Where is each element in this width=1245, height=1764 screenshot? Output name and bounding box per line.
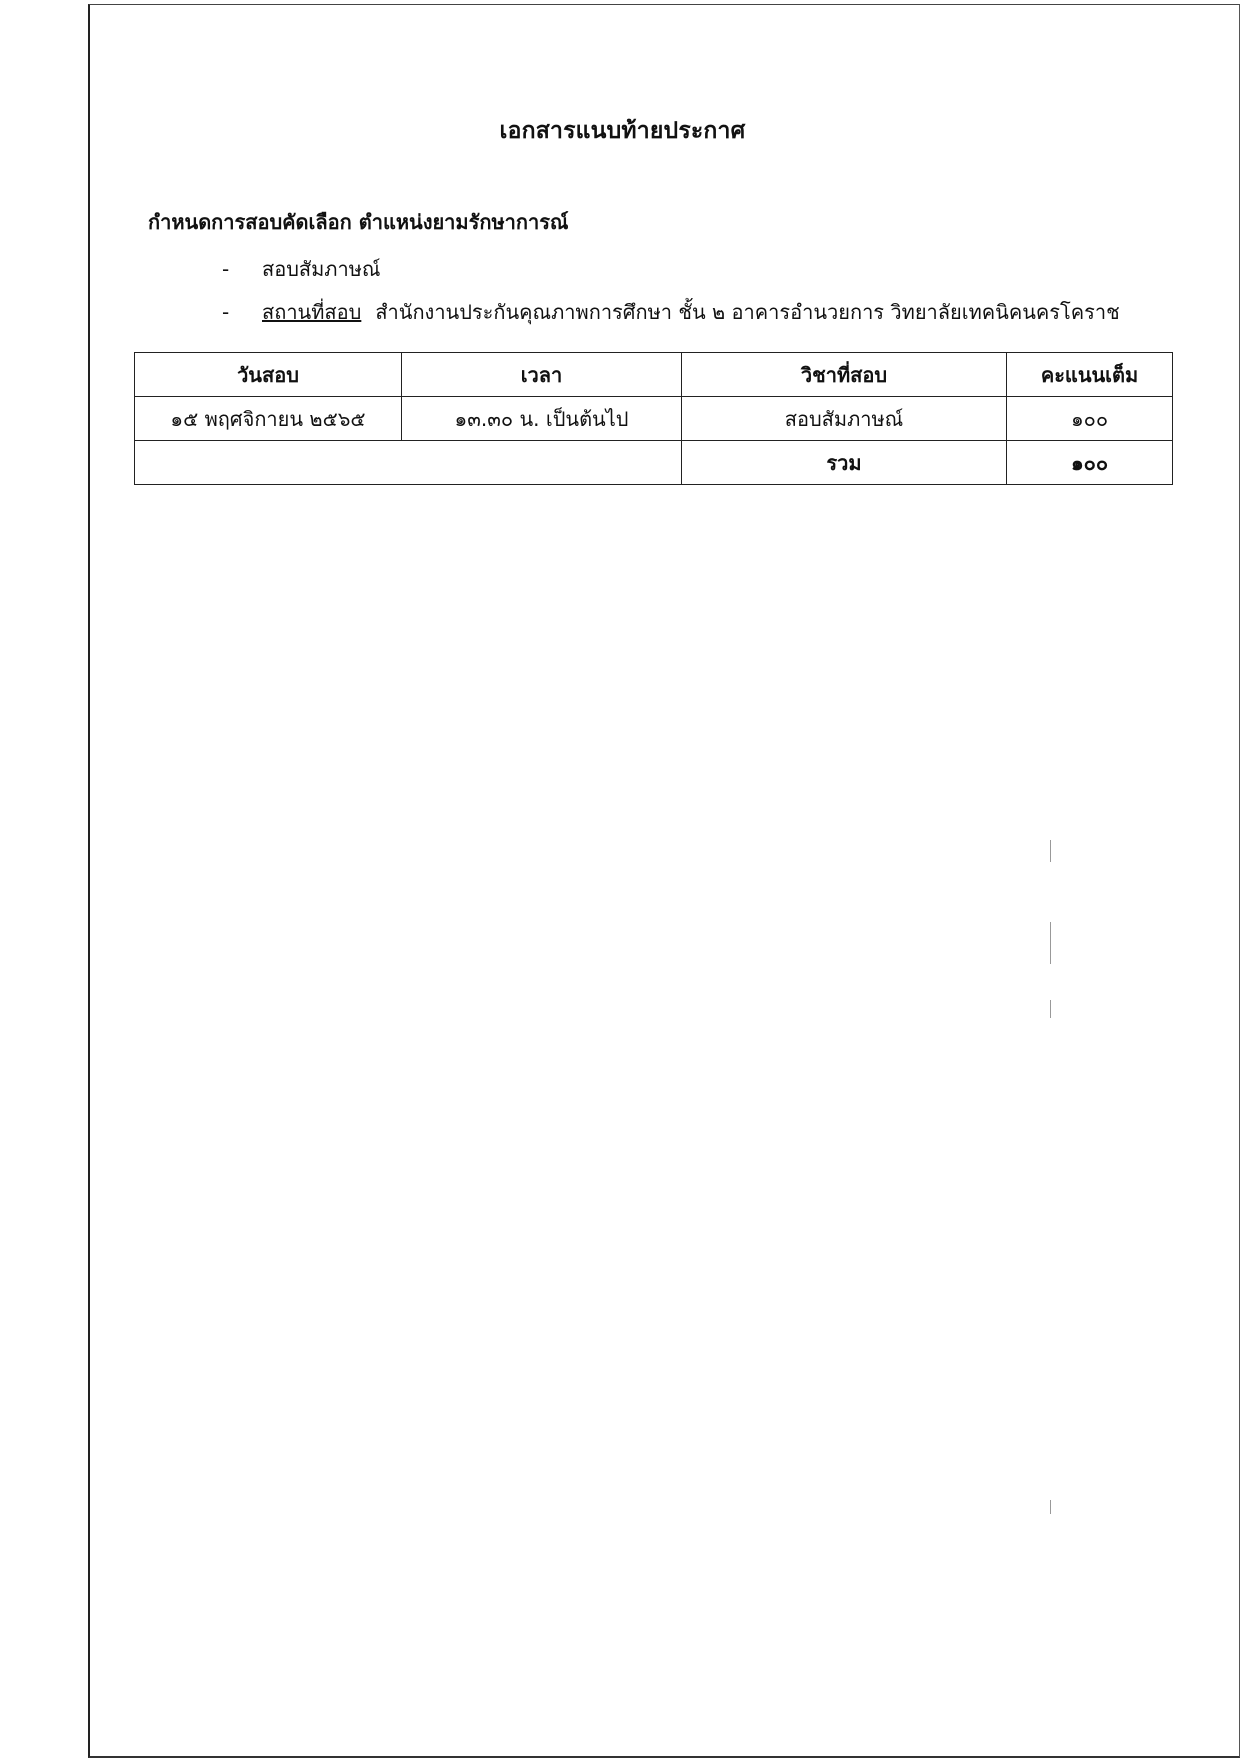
header-subject: วิชาที่สอบ (682, 353, 1007, 397)
scan-margin (0, 0, 88, 1764)
table-row (135, 397, 1173, 441)
total-empty-cell (135, 441, 682, 485)
cell-exam-date: ๑๕ พฤศจิกายน ๒๕๖๕ (135, 397, 402, 441)
cell-full-score: ๑๐๐ (1007, 397, 1173, 441)
header-exam-date: วันสอบ (135, 353, 402, 397)
exam-schedule-table (134, 352, 1173, 485)
scan-artifact (1050, 840, 1051, 862)
bullet-venue (222, 296, 1120, 328)
scan-artifact (1050, 1500, 1051, 1514)
header-full-score: คะแนนเต็ม (1007, 353, 1173, 397)
scan-artifact (1050, 1000, 1051, 1018)
total-value: ๑๐๐ (1007, 441, 1173, 485)
header-time: เวลา (402, 353, 682, 397)
bullet-interview (222, 253, 380, 285)
total-row (135, 441, 1173, 485)
total-label: รวม (682, 441, 1007, 485)
document-title: เอกสารแนบท้ายประกาศ (499, 118, 746, 144)
venue-label: สถานที่สอบ (262, 300, 362, 324)
bullet-dash: - (222, 300, 230, 324)
bullet-text: สอบสัมภาษณ์ (262, 257, 381, 281)
document-heading: กำหนดการสอบคัดเลือก ตำแหน่งยามรักษาการณ์ (148, 210, 569, 234)
cell-subject: สอบสัมภาษณ์ (682, 397, 1007, 441)
scan-artifact (1050, 922, 1051, 964)
cell-time: ๑๓.๓๐ น. เป็นต้นไป (402, 397, 682, 441)
table-header-row (135, 353, 1173, 397)
bullet-dash: - (222, 257, 230, 281)
venue-text: สำนักงานประกันคุณภาพการศึกษา ชั้น ๒ อาคารอำนวยการ วิทยาลัยเทคนิคนครโคราช (375, 300, 1120, 324)
